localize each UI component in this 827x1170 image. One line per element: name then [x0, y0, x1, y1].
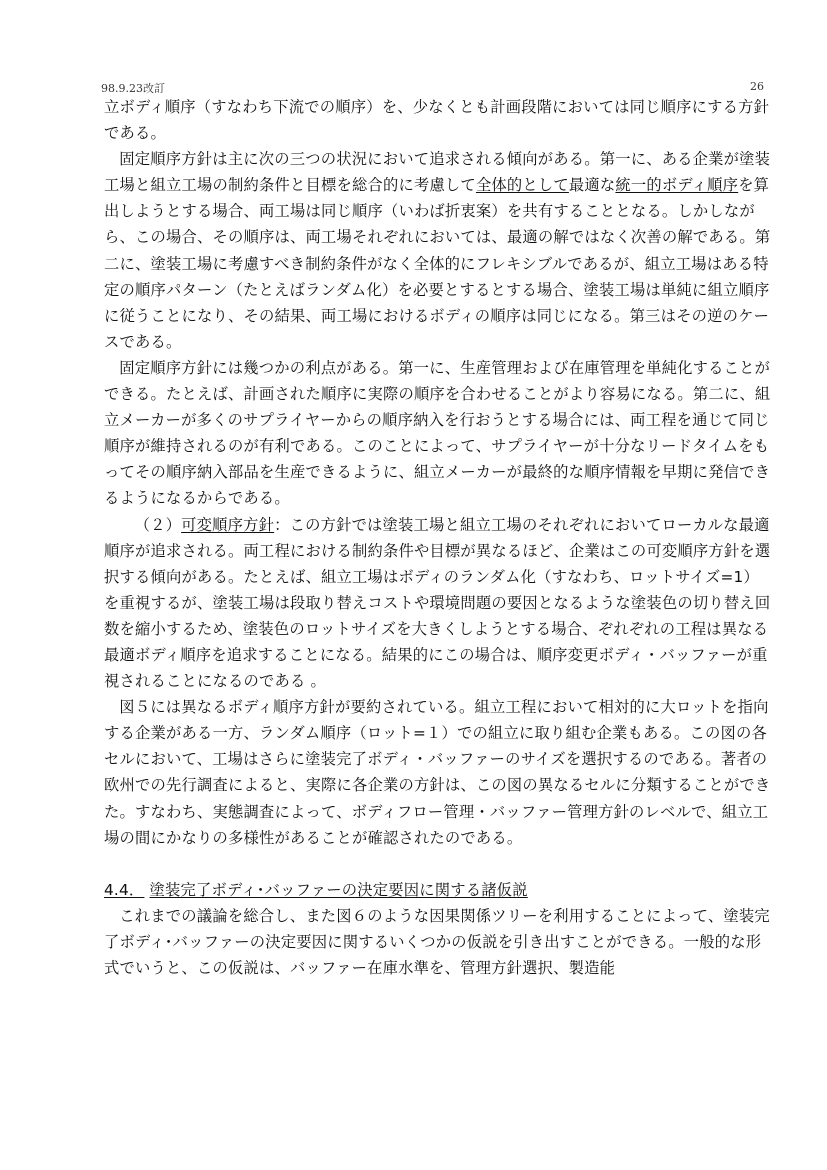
- paragraph-4-text: ：この方針では塗装工場と組立工場のそれぞれにおいてローカルな最適順序が追求される。両工程における制約条件や目標が異なるほど、企業はこの可変順序方針を選択する傾向がある。たとえば、組立工場はボディのランダム化（すなわち、ロットサイズ=1）を重視するが、塗装工場は段取り替えコストや環境問題の要因となるような塗装色の切り替え回数を縮小するため、塗装色のロットサイズを大きくしようとする場合、ぞれぞれの工程は異なる最適ボディ順序を追求することになる。結果的にこの場合は、順序変更ボディ・バッファーが重視されることになるのである 。: [104, 515, 771, 691]
- paragraph-5: 図５には異なるボディ順序方針が要約されている。組立工程において相対的に大ロットを指向する企業がある一方、ランダム順序（ロット=１）での組立に取り組む企業もある。この図の各セルにおいて、工場はさらに塗装完了ボディ・バッファーのサイズを選択するのである。著者の欧州での先行調査によると、実際に各企業の方針は、この図の異なるセルに分類することができた。すなわち、実態調査によって、ボディフロー管理・バッファー管理方針のレベルで、組立工場の間にかなりの多様性があることが確認されたのである。: [104, 698, 771, 847]
- paragraph-1: 立ボディ順序（すなわち下流での順序）を、少なくとも計画段階においては同じ順序にする方針である。: [104, 98, 770, 143]
- paragraph-3: 固定順序方針には幾つかの利点がある。第一に、生産管理および在庫管理を単純化することができる。たとえば、計画された順序に実際の順序を合わせることがより容易になる。第二に、組立メーカーが多くのサプライヤーからの順序納入を行おうとする場合には、両工程を通じて同じ順序が維持されるのが有利である。このことによって、サプライヤーが十分なリードタイムをもってその順序納入部品を生産できるように、組立メーカーが最終的な順序情報を早期に発信できるようになるからである。: [104, 358, 771, 508]
- revision-date: 98.9.23改訂: [101, 82, 165, 95]
- paragraph-2-text-c: を算出しようとする場合、両工場は同じ順序（いわば折衷案）を共有することとなる。しかしながら、この場合、その順序は、両工場それぞれにおいては、最適の解ではなく次善の解である。第二に、塗装工場に考慮すべき制約条件がなく全体的にフレキシブルであるが、組立工場はある特定の順序パターン（たとえばランダム化）を必要とするとする場合、塗装工場は単純に組立順序に従うことになり、その結果、両工場におけるボディの順序は同じになる。第三はその逆のケースである。: [104, 176, 771, 351]
- underlined-term-unified-sequence: 統一的ボディ順序: [615, 176, 739, 195]
- paragraph-2-text-a: 固定順序方針は主に次の三つの状況において追求される傾向がある。第一に、ある企業が塗装工場と組立工場の制約条件と目標を総合的に考慮して: [104, 150, 771, 195]
- underlined-term-overall: 全体的として: [475, 176, 569, 195]
- section-number: 4.4．: [104, 880, 145, 899]
- paragraph-2: [104, 146, 774, 355]
- page-number: 26: [750, 80, 764, 93]
- section-title: 塗装完了ボディ･バッファーの決定要因に関する諸仮説: [149, 880, 528, 899]
- body-text: [104, 94, 774, 981]
- section-heading: [104, 877, 774, 903]
- underlined-term-variable-policy: 可変順序方針: [181, 515, 275, 534]
- paragraph-2-text-b: 最適な: [568, 176, 616, 195]
- paragraph-6: これまでの議論を総合し、また図６のような因果関係ツリーを利用することによって、塗装完了ボディ･バッファーの決定要因に関するいくつかの仮説を引き出すことができる。一般的な形式でいうと、この仮説は、バッファー在庫水準を、管理方針選択、製造能: [104, 906, 770, 977]
- item-number: （２）: [134, 515, 182, 534]
- paragraph-4: [104, 512, 774, 695]
